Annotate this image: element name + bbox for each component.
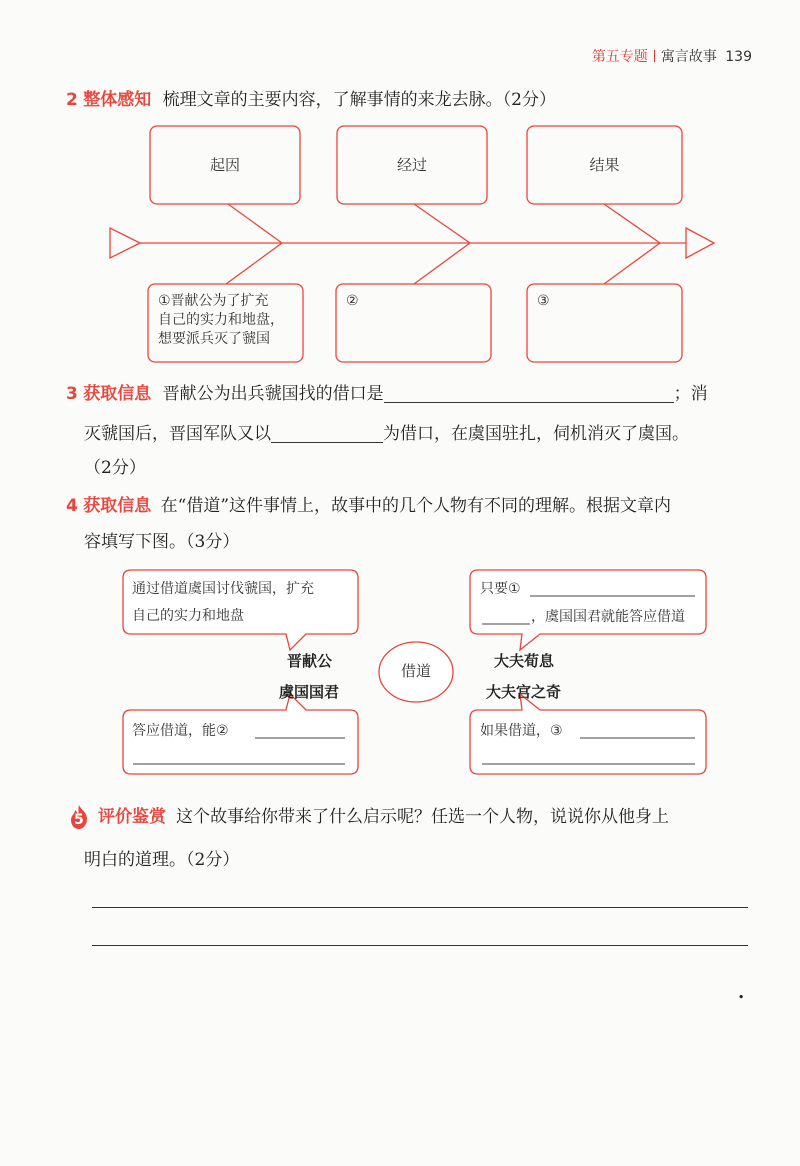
process-answer-marker: ② <box>346 293 359 309</box>
question-4-text-2: 容填写下图。（3分） <box>84 532 240 552</box>
center-label: 借道 <box>400 662 431 680</box>
question-3-tag: 获取信息 <box>83 384 152 404</box>
question-5-line-1 <box>66 804 669 830</box>
cause-label: 起因 <box>209 156 240 174</box>
question-3-score: （2分） <box>84 458 146 478</box>
xunxi-bubble-text-b: ，虞国国君就能答应借道 <box>531 609 685 625</box>
page-number: 139 <box>725 49 752 65</box>
question-3-text-a: 晋献公为出兵虢国找的借口是 <box>162 384 384 404</box>
yuguoguojun-bubble-text: 答应借道，能② <box>132 723 229 739</box>
question-2-text: 梳理文章的主要内容，了解事情的来龙去脉。（2分） <box>162 90 556 110</box>
question-4-tag: 获取信息 <box>83 496 152 516</box>
xunxi-bubble-text-a: 只要① <box>480 581 521 597</box>
result-answer-marker: ③ <box>537 293 550 309</box>
name-dafu-gongzhiqi: 大夫宫之奇 <box>486 683 562 701</box>
answer-line-1[interactable] <box>92 907 748 908</box>
name-yuguoguojun: 虞国国君 <box>279 683 340 701</box>
footer-dot: . <box>738 982 745 1003</box>
jinxiangong-bubble-line-1: 通过借道虞国讨伐虢国，扩充 <box>132 581 314 597</box>
process-label: 经过 <box>396 156 427 174</box>
question-2-number: 2 <box>66 90 78 110</box>
topic-label: 寓言故事 <box>660 49 717 65</box>
cause-answer-line-3: 想要派兵灭了虢国 <box>158 331 270 347</box>
name-dafu-xunxi: 大夫荀息 <box>494 652 555 670</box>
question-3-number: 3 <box>66 384 78 404</box>
question-4-text-1: 在“借道”这件事情上，故事中的几个人物有不同的理解。根据文章内 <box>160 496 672 516</box>
question-5-text-2: 明白的道理。（2分） <box>84 850 240 870</box>
question-3-text-d: 为借口，在虞国驻扎，伺机消灭了虞国。 <box>383 424 689 444</box>
question-4-number: 4 <box>66 496 78 516</box>
gongzhiqi-bubble-text: 如果借道，③ <box>480 723 563 739</box>
question-2-tag: 整体感知 <box>83 90 152 110</box>
result-label: 结果 <box>589 156 620 174</box>
question-3-text-b: ；消 <box>673 384 708 404</box>
section-label: 第五专题 <box>591 49 648 65</box>
cause-answer-line-1: ①晋献公为了扩充 <box>158 293 269 309</box>
question-5-text-1: 这个故事给你带来了什么启示呢？任选一个人物，说说你从他身上 <box>176 807 669 827</box>
question-5-tag: 评价鉴赏 <box>98 807 166 827</box>
cause-answer-line-2: 自己的实力和地盘， <box>158 312 284 328</box>
jinxiangong-bubble-text <box>132 580 354 626</box>
question-3-text-c: 灭虢国后，晋国军队又以 <box>84 424 271 444</box>
jinxiangong-bubble-line-2: 自己的实力和地盘 <box>132 608 244 624</box>
question-5-number: 5 <box>74 812 84 828</box>
name-jinxiangong: 晋献公 <box>287 652 333 670</box>
answer-line-2[interactable] <box>92 945 748 946</box>
